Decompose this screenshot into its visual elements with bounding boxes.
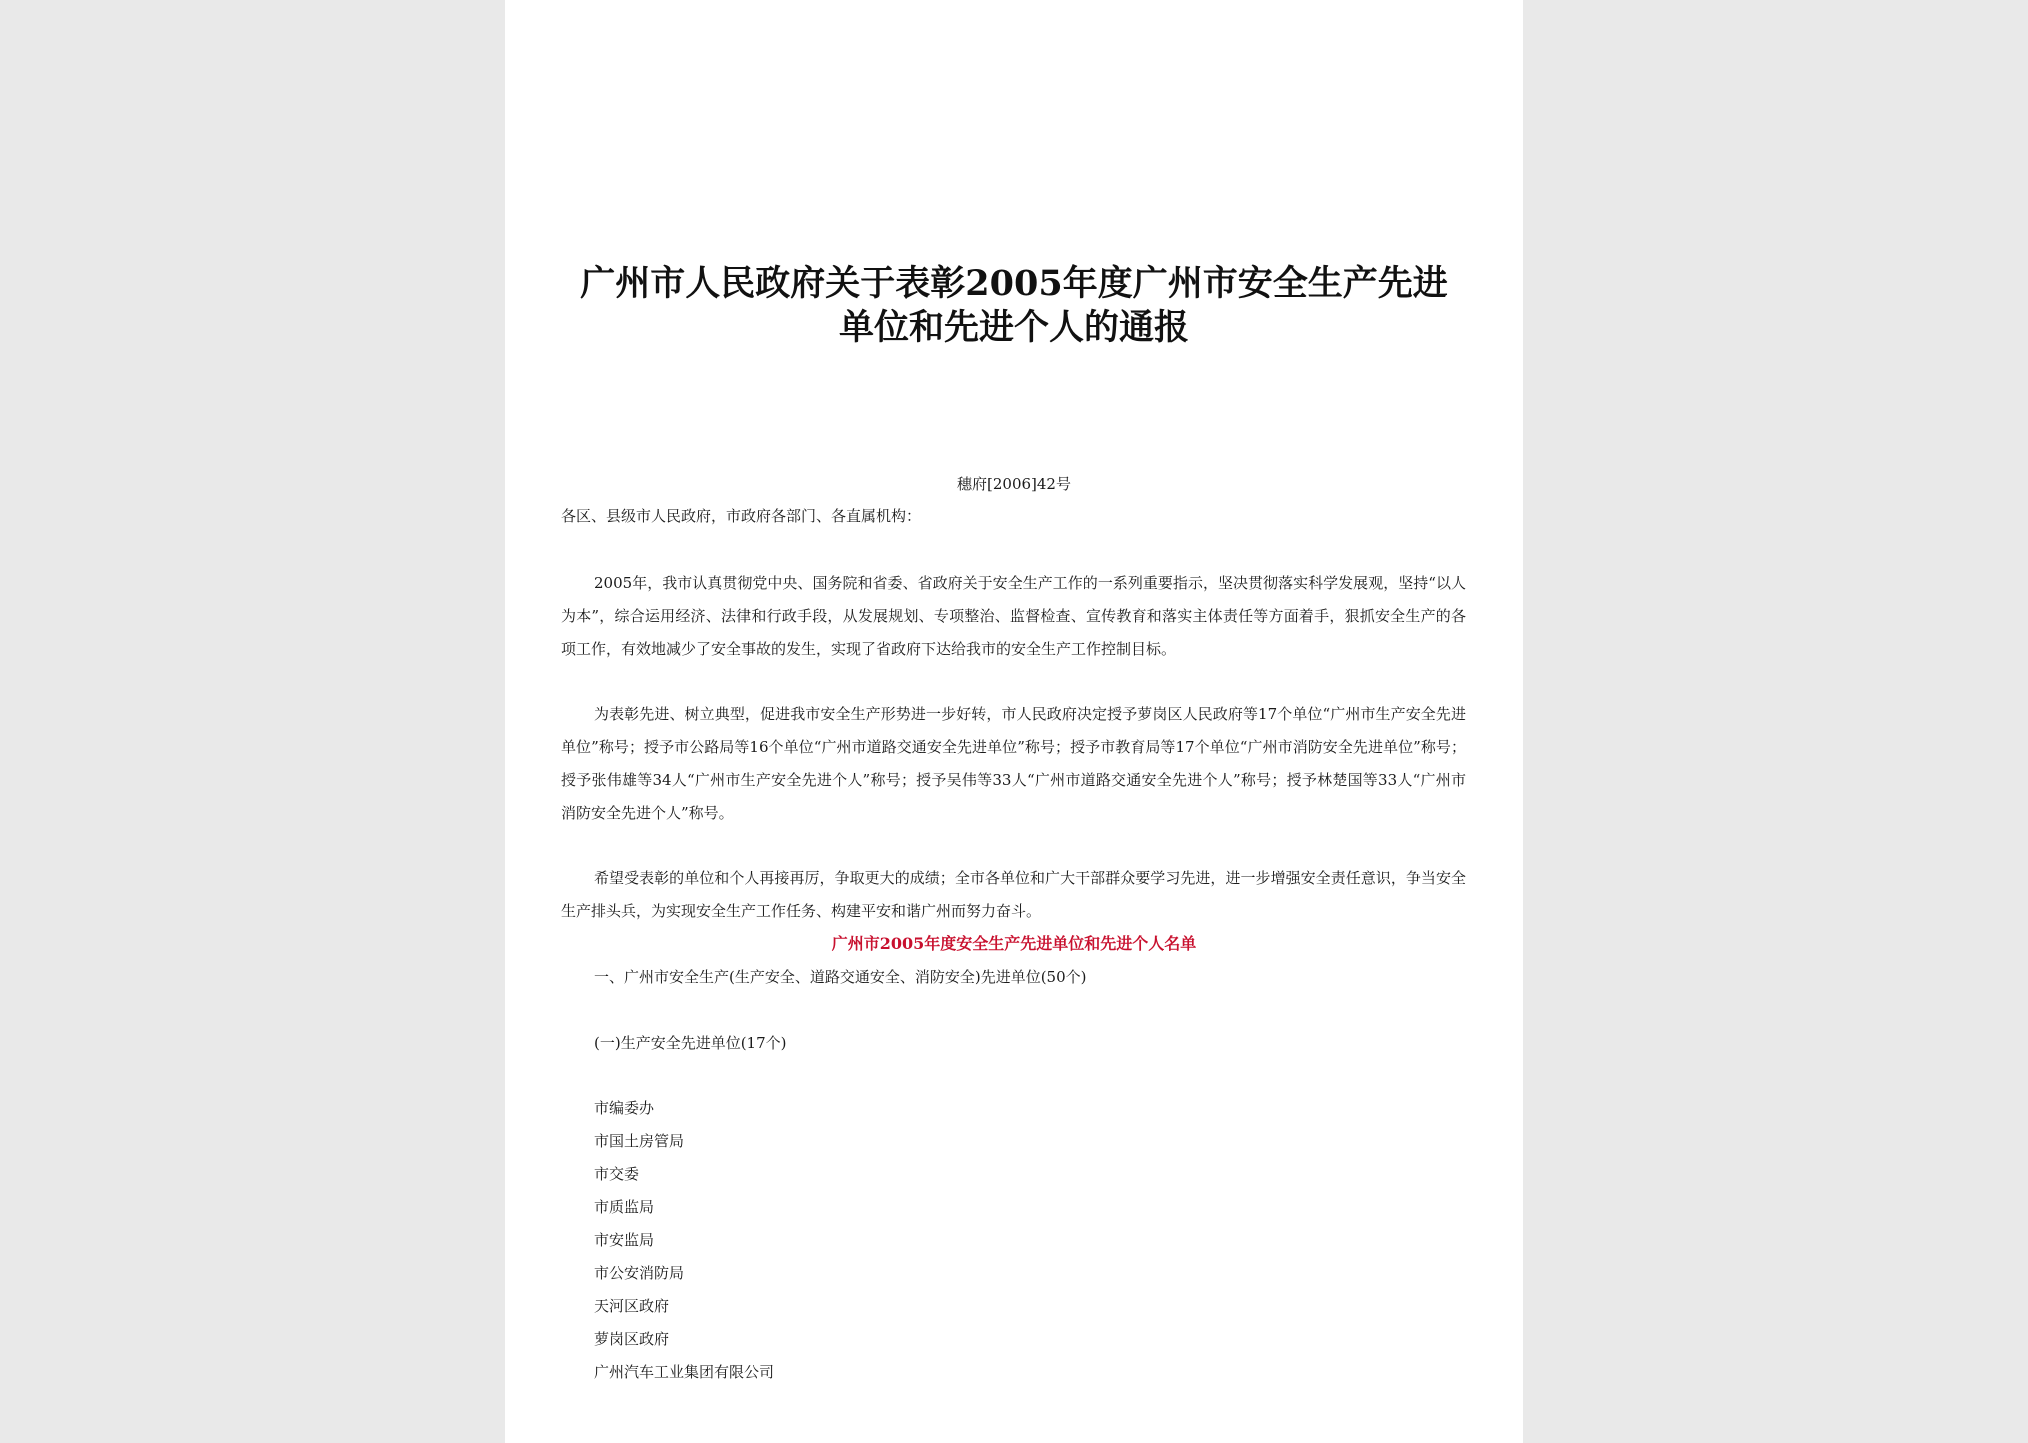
- paragraph-2: 为表彰先进、树立典型，促进我市安全生产形势进一步好转，市人民政府决定授予萝岗区人民政府等17个单位“广州市生产安全先进单位”称号；授予市公路局等16个单位“广州市道路交通安全先进单位”称号；授予市教育局等17个单位“广州市消防安全先进单位”称号；授予张伟雄等34人“广州市生产安全先进个人”称号；授予吴伟等33人“广州市道路交通安全先进个人”称号；授予林楚国等33人“广州市消防安全先进个人”称号。: [561, 705, 1466, 822]
- paragraph-1: 2005年，我市认真贯彻党中央、国务院和省委、省政府关于安全生产工作的一系列重要指示，坚决贯彻落实科学发展观，坚持“以人为本”，综合运用经济、法律和行政手段，从发展规划、专项整治、监督检查、宣传教育和落实主体责任等方面着手，狠抓安全生产的各项工作，有效地减少了安全事故的发生，实现了省政府下达给我市的安全生产工作控制目标。: [561, 574, 1466, 658]
- paragraph-3: 希望受表彰的单位和个人再接再厉，争取更大的成绩；全市各单位和广大干部群众要学习先进，进一步增强安全责任意识，争当安全生产排头兵，为实现安全生产工作任务、构建平安和谐广州而努力奋斗。: [561, 869, 1466, 920]
- document-title: [505, 262, 1523, 350]
- list-item: 市公安消防局: [594, 1264, 685, 1282]
- list-item: 市质监局: [594, 1198, 655, 1216]
- document-page: [505, 0, 1523, 1443]
- list-item: 市安监局: [594, 1231, 655, 1249]
- title-line-2: 单位和先进个人的通报: [838, 307, 1189, 348]
- list-item: 天河区政府: [594, 1297, 670, 1315]
- document-number: 穗府[2006]42号: [957, 475, 1071, 493]
- subsection-heading: (一)生产安全先进单位(17个): [594, 1034, 787, 1052]
- section-heading: 一、广州市安全生产(生产安全、道路交通安全、消防安全)先进单位(50个): [594, 968, 1087, 986]
- title-line-1: 广州市人民政府关于表彰2005年度广州市安全生产先进: [580, 263, 1448, 304]
- list-item: 市编委办: [594, 1099, 655, 1117]
- list-item: 广州汽车工业集团有限公司: [594, 1363, 775, 1381]
- addressee: 各区、县级市人民政府，市政府各部门、各直属机构：: [561, 507, 922, 525]
- list-item: 萝岗区政府: [594, 1330, 670, 1348]
- list-item: 市交委: [594, 1165, 640, 1183]
- unit-list: [594, 1098, 774, 1395]
- list-item: 市国土房管局: [594, 1132, 685, 1150]
- list-title: 广州市2005年度安全生产先进单位和先进个人名单: [831, 934, 1197, 953]
